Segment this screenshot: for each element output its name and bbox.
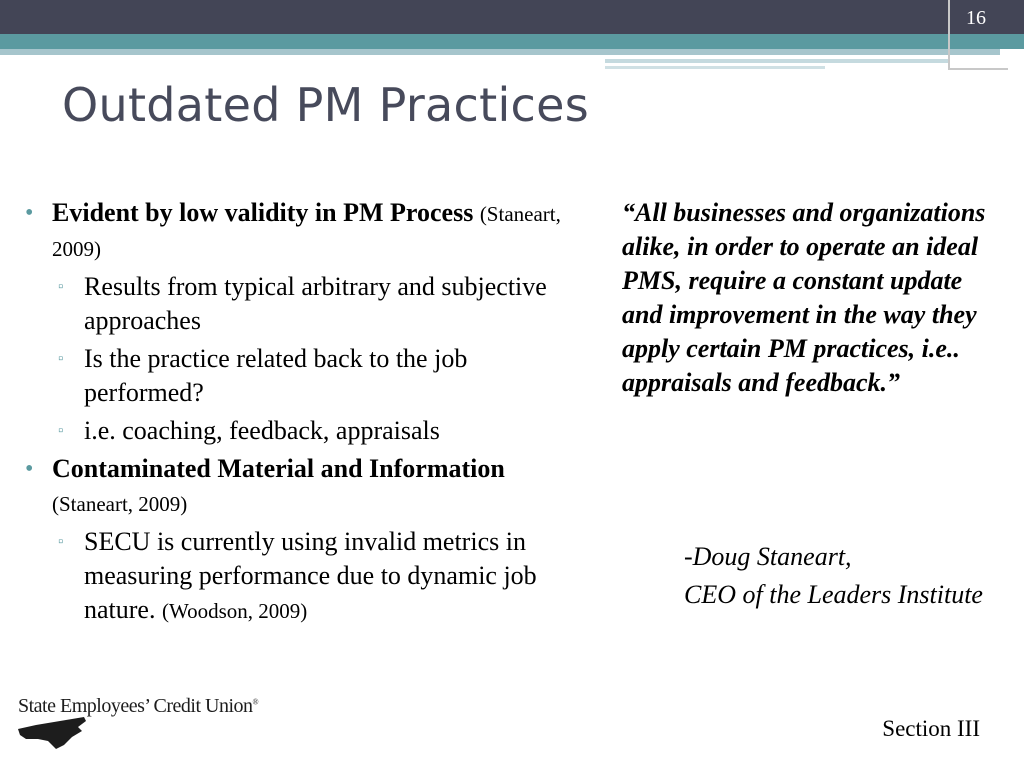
sub-bullet-text: Results from typical arbitrary and subjective approaches [84,272,547,335]
square-bullet-icon: ▫ [58,279,64,295]
quote-author-role: CEO of the Leaders Institute [684,580,983,609]
header-line-short [605,66,825,69]
quote-text: “All businesses and organizations alike, in order to operate an ideal PMS, require a constant update and improvement in the way they apply certain PM practices, i.e.. appraisals and feedback.” [622,198,986,397]
header-band-light [0,49,1000,55]
sub-bullet-item [22,525,587,628]
header-band-teal [0,34,1024,49]
citation: (Staneart, 2009) [52,202,561,261]
sub-bullet-text: SECU is currently using invalid metrics in measuring performance due to dynamic job nature. [84,527,537,624]
north-carolina-map-icon [16,715,88,751]
sub-bullet-text: i.e. coaching, feedback, appraisals [84,416,440,445]
bullet-heading: Contaminated Material and Information [52,454,505,483]
bullet-dot-icon: • [25,456,34,482]
bullet-item [22,196,587,266]
header-band-dark [0,0,1024,34]
bullet-item [22,452,587,521]
quote-attribution [684,540,1004,616]
logo-text: State Employees’ Credit Union® [18,695,259,717]
quote-author: -Doug Staneart, [684,542,852,571]
sub-bullet-item [22,414,587,448]
citation: (Staneart, 2009) [52,492,188,516]
square-bullet-icon: ▫ [58,534,64,550]
sub-bullet-item [22,342,587,410]
bullet-heading: Evident by low validity in PM Process [52,198,474,227]
secu-logo [16,695,259,755]
slide-title: Outdated PM Practices [62,78,589,132]
sub-bullet-text: Is the practice related back to the job performed? [84,344,468,407]
page-number: 16 [966,7,986,29]
section-label: Section III [882,716,980,741]
bullet-dot-icon: • [25,200,34,226]
bullet-list [22,196,587,632]
square-bullet-icon: ▫ [58,423,64,439]
header-line [605,59,950,63]
sub-bullet-item [22,270,587,338]
citation: (Woodson, 2009) [161,599,308,623]
square-bullet-icon: ▫ [58,351,64,367]
